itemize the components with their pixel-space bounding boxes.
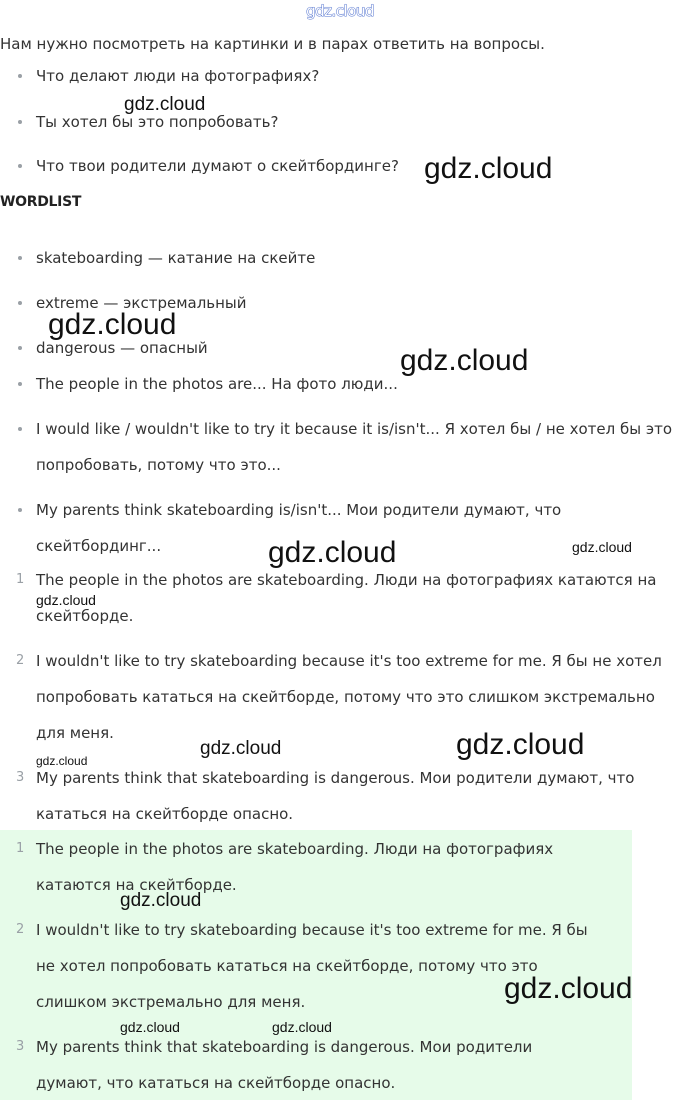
watermark: gdz.cloud (272, 1019, 332, 1035)
answer-number: 1 (16, 572, 25, 587)
answer-number: 2 (16, 653, 25, 668)
answer-item (0, 1029, 600, 1101)
answer-number: 1 (16, 841, 25, 856)
answer-text: I wouldn't like to try skateboarding because it's too extreme for me. Я бы не хотел попробовать кататься на скейтборде, потому что это слишком экстремально для меня. (36, 652, 662, 742)
highlighted-answers-list (0, 831, 600, 1101)
watermark: gdz.cloud (424, 152, 553, 185)
list-item: I would like / wouldn't like to try it because it is/isn't... Я хотел бы / не хотел бы это попробовать, потому что это... (0, 411, 676, 483)
watermark: gdz.cloud (572, 539, 632, 555)
answer-item (0, 831, 600, 903)
answer-text: I wouldn't like to try skateboarding because it's too extreme for me. Я бы не хотел попробовать кататься на скейтборде, потому что это слишком экстремально для меня. (36, 921, 588, 1011)
watermark: gdz.cloud (120, 890, 202, 911)
answer-number: 2 (16, 922, 25, 937)
watermark: gdz.cloud (36, 592, 96, 608)
list-item: Ты хотел бы это попробовать? (0, 104, 399, 140)
wordlist-list (0, 240, 676, 564)
answer-text: My parents think that skateboarding is dangerous. Мои родители думают, что кататься на скейтборде опасно. (36, 769, 635, 823)
wordlist-heading: WORDLIST (0, 194, 82, 210)
list-item: My parents think skateboarding is/isn't... Мои родители думают, что скейтбординг... (0, 492, 676, 564)
task-intro: Нам нужно посмотреть на картинки и в парах ответить на вопросы. (0, 35, 545, 53)
watermark: gdz.cloud (200, 738, 282, 759)
questions-list (0, 58, 399, 184)
watermark: gdz.cloud (124, 94, 206, 115)
list-item: Что твои родители думают о скейтбординге? (0, 148, 399, 184)
list-item: The people in the photos are... На фото люди... (0, 366, 676, 402)
answer-number: 3 (16, 770, 25, 785)
watermark: gdz.cloud (504, 972, 633, 1005)
watermark: gdz.cloud (48, 308, 177, 341)
site-logo[interactable]: gdz.cloud (306, 2, 374, 20)
list-item: extreme — экстремальный (0, 285, 676, 321)
answer-item (0, 643, 676, 751)
answer-text: My parents think that skateboarding is dangerous. Мои родители думают, что кататься на скейтборде опасно. (36, 1038, 533, 1092)
list-item: Что делают люди на фотографиях? (0, 58, 399, 94)
watermark: gdz.cloud (268, 536, 397, 569)
list-item: skateboarding — катание на скейте (0, 240, 676, 276)
watermark: gdz.cloud (400, 344, 529, 377)
answer-text: The people in the photos are skateboarding. Люди на фотографиях катаются на скейтборде. (36, 571, 657, 625)
answers-list (0, 562, 676, 832)
watermark: gdz.cloud (36, 754, 88, 768)
watermark: gdz.cloud (456, 728, 585, 761)
list-item: dangerous — опасный (0, 330, 676, 366)
answer-item (0, 760, 676, 832)
highlighted-answer-block (0, 830, 632, 1100)
answer-item (0, 562, 676, 634)
answer-number: 3 (16, 1039, 25, 1054)
watermark: gdz.cloud (120, 1019, 180, 1035)
answer-item (0, 912, 600, 1020)
answer-text: The people in the photos are skateboarding. Люди на фотографиях катаются на скейтборде. (36, 840, 554, 894)
